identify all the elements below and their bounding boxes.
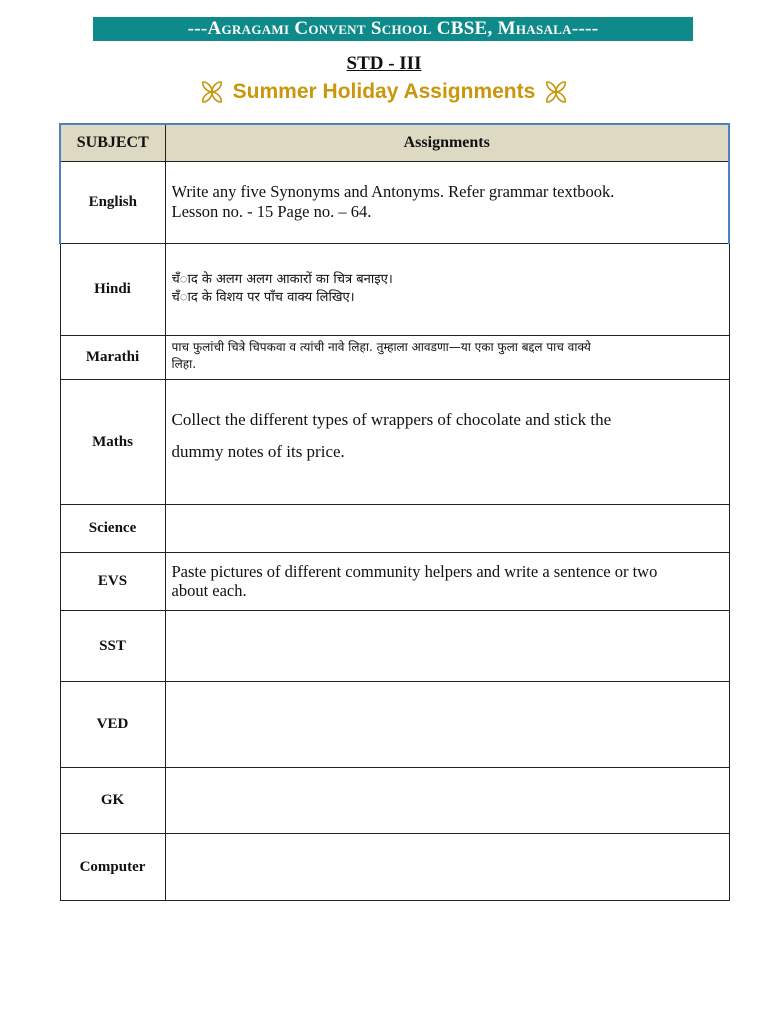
- subject-cell: EVS: [60, 553, 165, 611]
- table-row: [60, 553, 729, 611]
- standard-heading: STD - III: [346, 53, 422, 74]
- table-row: [60, 768, 729, 834]
- assignment-cell: [165, 244, 729, 336]
- subject-cell: Hindi: [60, 244, 165, 336]
- table-header-row: [60, 124, 729, 162]
- column-header-subject: SUBJECT: [60, 124, 165, 162]
- assignment-cell: [165, 682, 729, 768]
- table-row: [60, 611, 729, 682]
- table-row: [60, 244, 729, 336]
- assignment-cell: [165, 162, 729, 244]
- subject-cell: English: [60, 162, 165, 244]
- flower-ornament-icon: [199, 79, 225, 105]
- assignment-line: चँाद के अलग अलग आकारों का चित्र बनाइए।: [171, 272, 393, 287]
- assignment-line: पाच फुलांची चित्रे चिपकवा व त्यांची नावे लिहा. तुम्हाला आवडणा—या एका फुला बद्दल पाच वाक्ये: [171, 340, 591, 354]
- assignment-cell: [165, 834, 729, 901]
- flower-ornament-icon: [543, 79, 569, 105]
- column-header-assignments: Assignments: [165, 124, 729, 162]
- assignment-line: Collect the different types of wrappers of chocolate and stick the: [171, 410, 612, 429]
- assignment-line: Paste pictures of different community helpers and write a sentence or two: [171, 562, 658, 581]
- table-row: [60, 834, 729, 901]
- assignment-line: about each.: [171, 581, 247, 600]
- subject-cell: Science: [60, 505, 165, 553]
- subject-cell: Computer: [60, 834, 165, 901]
- table-row: [60, 505, 729, 553]
- assignment-cell: [165, 380, 729, 505]
- table-row: [60, 380, 729, 505]
- school-banner: ---Agragami Convent School CBSE, Mhasala----: [93, 17, 693, 41]
- assignments-table: [59, 123, 730, 901]
- subject-cell: Marathi: [60, 336, 165, 380]
- assignment-line: dummy notes of its price.: [171, 442, 345, 461]
- table-row: [60, 162, 729, 244]
- subject-cell: SST: [60, 611, 165, 682]
- table-row: [60, 682, 729, 768]
- assignment-line: Write any five Synonyms and Antonyms. Refer grammar textbook.: [171, 182, 615, 201]
- assignment-cell: [165, 611, 729, 682]
- assignment-line: Lesson no. - 15 Page no. – 64.: [171, 202, 372, 221]
- table-row: [60, 336, 729, 380]
- assignment-cell: [165, 336, 729, 380]
- subject-cell: VED: [60, 682, 165, 768]
- assignment-cell: [165, 505, 729, 553]
- page-subtitle: Summer Holiday Assignments: [232, 80, 536, 103]
- subject-cell: GK: [60, 768, 165, 834]
- assignment-cell: [165, 553, 729, 611]
- subject-cell: Maths: [60, 380, 165, 505]
- assignment-cell: [165, 768, 729, 834]
- assignment-line: लिहा.: [171, 357, 197, 371]
- subtitle-row: [0, 77, 768, 107]
- assignment-line: चँाद के विशय पर पाँच वाक्य लिखिए।: [171, 290, 355, 305]
